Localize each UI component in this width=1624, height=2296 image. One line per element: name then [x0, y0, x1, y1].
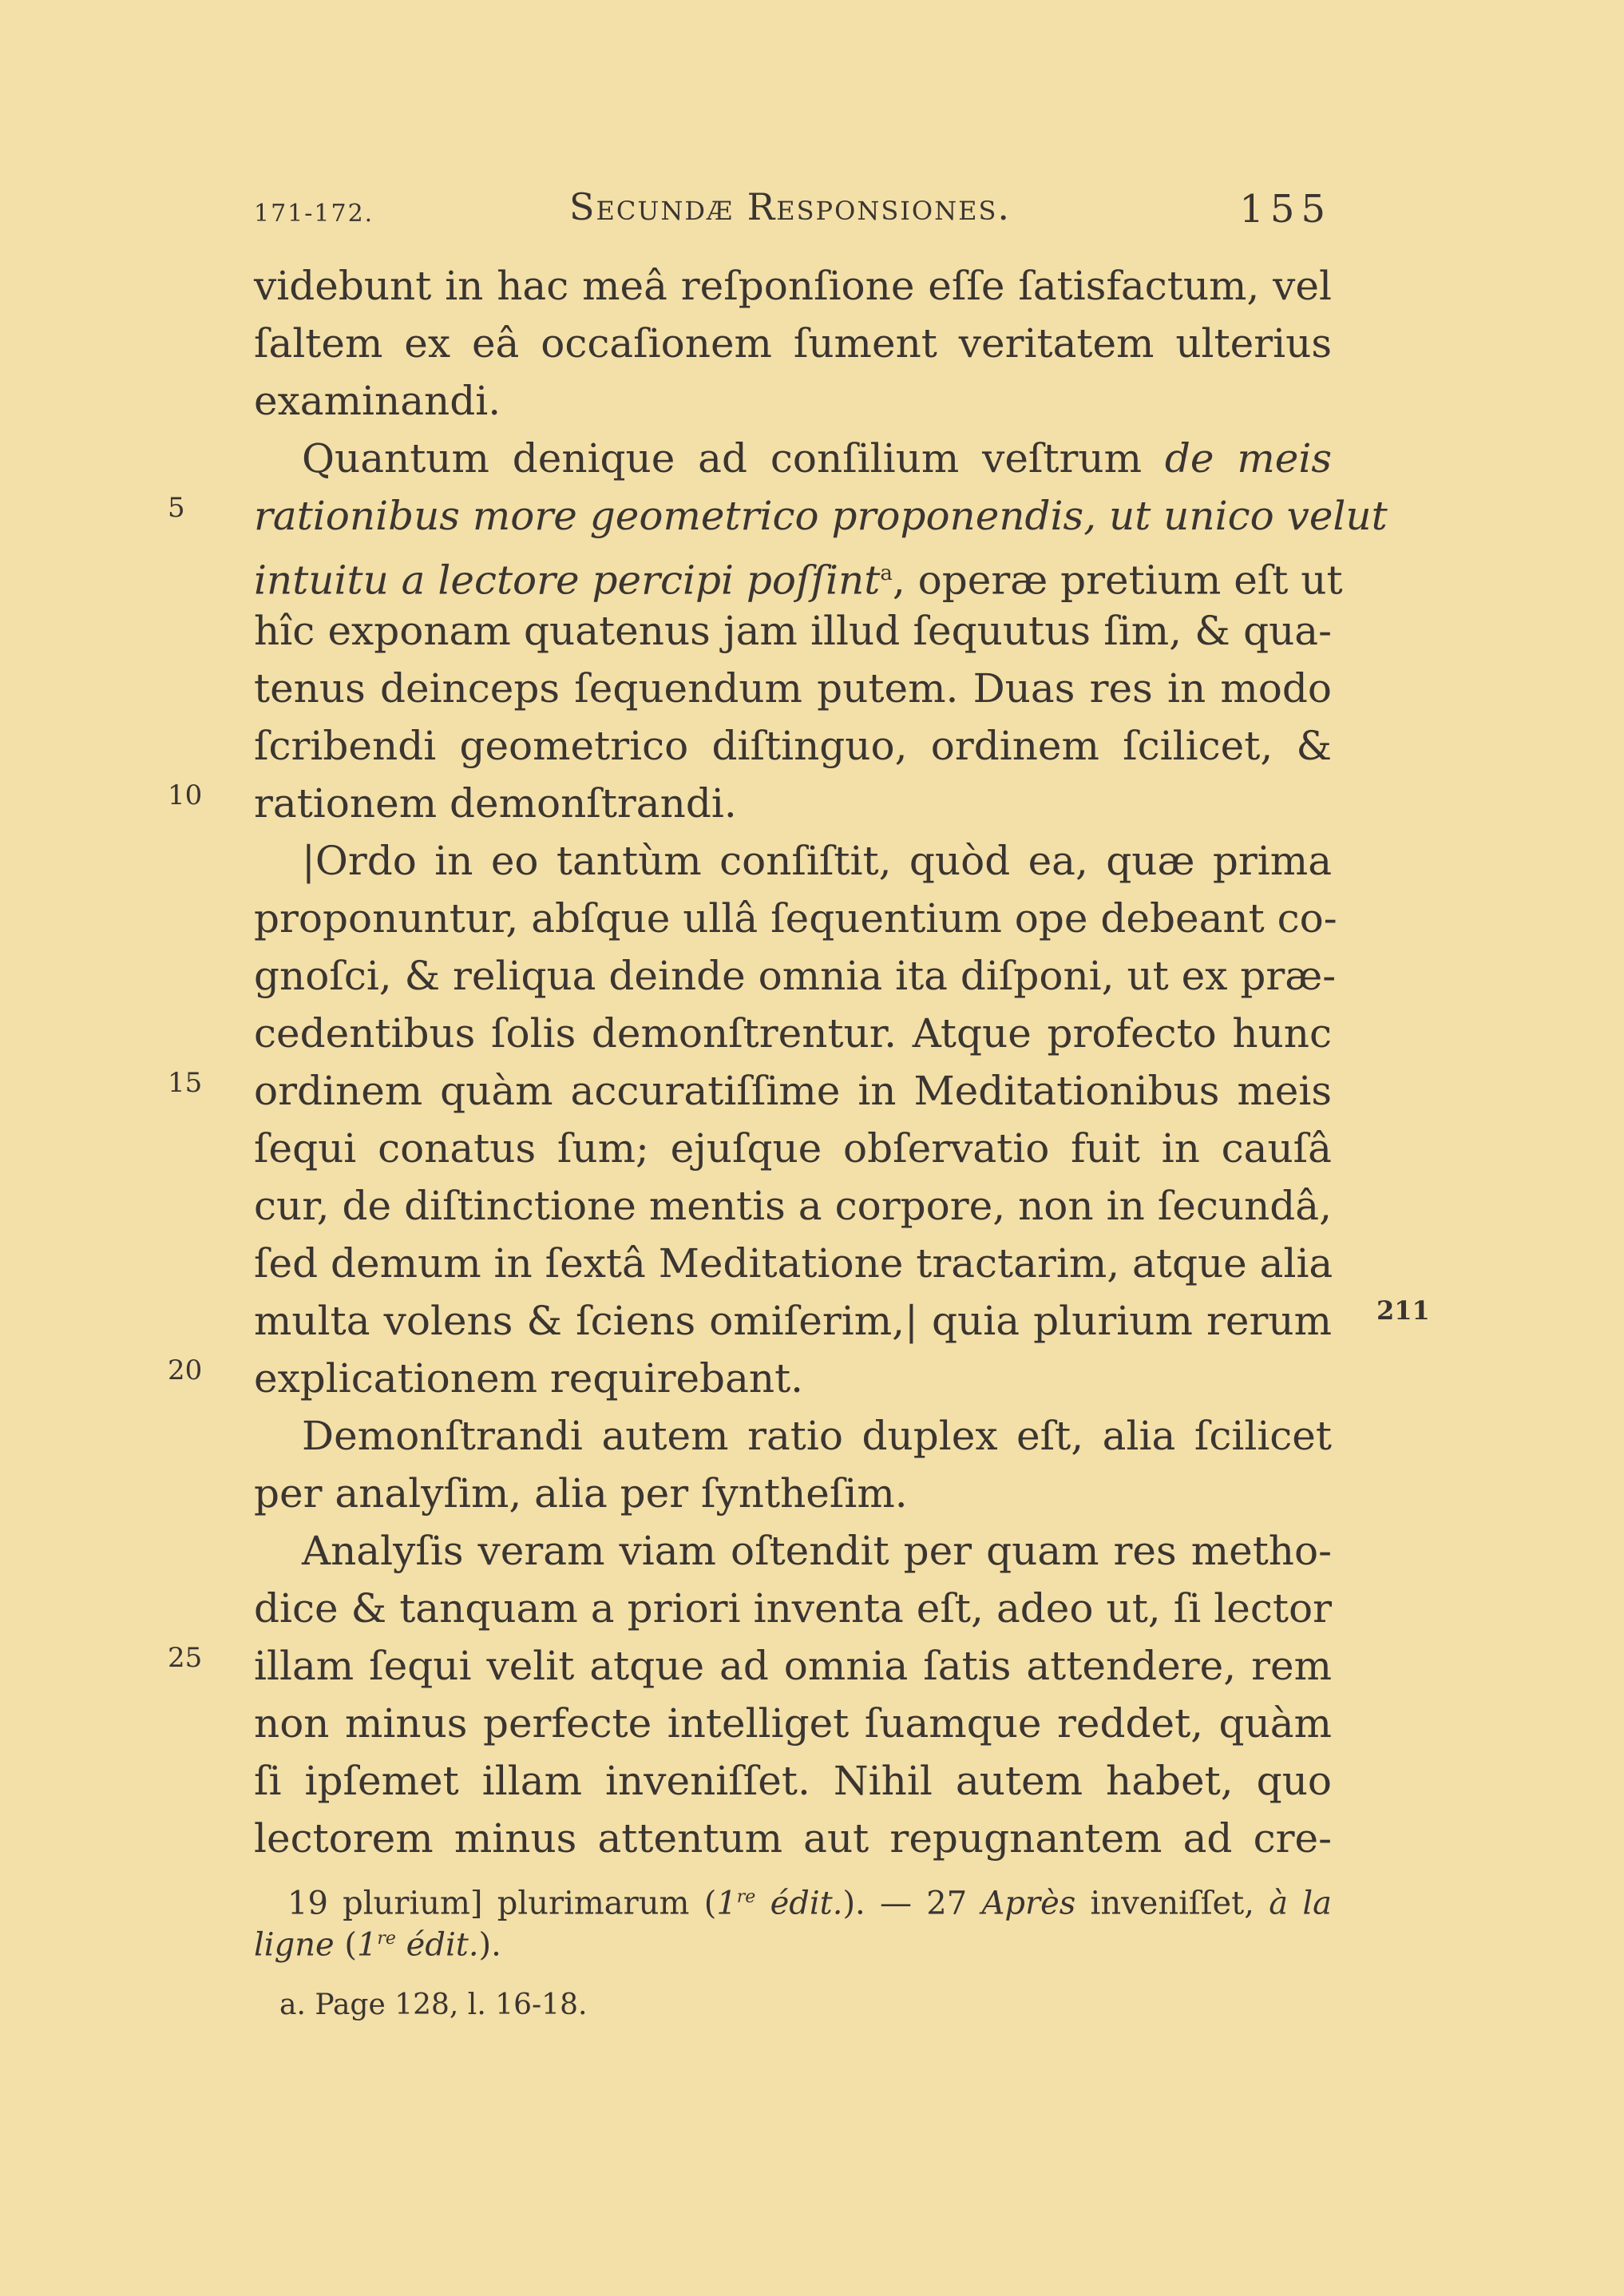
section-range: 171-172. — [254, 200, 374, 228]
text-line: illam ſequi velit atque ad omnia ſatis attendere, rem — [254, 1643, 1332, 1689]
text-line: cur, de diſtinctione mentis a corpore, non in ſecundâ, — [254, 1183, 1332, 1229]
text-line: Quantum denique ad conſilium veſtrum de meis — [302, 435, 1332, 482]
text-line: lectorem minus attentum aut repugnantem ad cre- — [254, 1815, 1332, 1862]
text-line: cedentibus ſolis demonſtrentur. Atque profecto hunc — [254, 1010, 1332, 1057]
line-number-20: 20 — [168, 1354, 203, 1386]
critical-notes — [254, 1877, 1332, 1964]
text-line: Analyſis veram viam oſtendit per quam res metho- — [302, 1528, 1332, 1574]
text-line: ordinem quàm accuratiſſime in Meditationibus meis — [254, 1068, 1332, 1114]
text-line: non minus perfecte intelliget ſuamque reddet, quàm — [254, 1700, 1332, 1747]
footnote: a. Page 128, l. 16-18. — [279, 1989, 588, 2021]
text-line: ſi ipſemet illam inveniſſet. Nihil autem habet, quo — [254, 1758, 1332, 1804]
text-line: videbunt in hac meâ reſponſione eſſe ſatisfactum, vel — [254, 263, 1332, 309]
text-line: rationem demonſtrandi. — [254, 780, 737, 827]
text-line: |Ordo in eo tantùm conſiſtit, quòd ea, quæ prima — [302, 838, 1332, 884]
text-line: intuitu a lectore percipi poſſint$^a$, operæ pretium eſt ut — [254, 557, 1343, 604]
text-line: tenus deinceps ſequendum putem. Duas res in modo — [254, 665, 1332, 712]
text-line: Demonſtrandi autem ratio duplex eſt, alia ſcilicet — [302, 1413, 1332, 1459]
line-number-25: 25 — [168, 1642, 203, 1674]
text-line: dice & tanquam a priori inventa eſt, adeo ut, ſi lector — [254, 1585, 1332, 1632]
text-line: examinandi. — [254, 378, 501, 424]
running-title: Secundæ Responsiones. — [569, 185, 1012, 228]
text-line: gnoſci, & reliqua deinde omnia ita diſponi, ut ex præ- — [254, 953, 1337, 999]
line-number-10: 10 — [168, 779, 203, 811]
running-header — [254, 185, 1332, 233]
page-number: 155 — [1239, 187, 1332, 232]
text-line: ſed demum in ſextâ Meditatione tractarim, atque alia — [254, 1240, 1333, 1287]
note-line: 19 plurium] plurimarum (1re édit.). — 27 Après inveniſſet, à la — [287, 1885, 1332, 1922]
note-line: ligne (1re édit.). — [254, 1926, 501, 1964]
line-number-15: 15 — [168, 1067, 203, 1099]
text-line: hîc exponam quatenus jam illud ſequutus ſim, & qua- — [254, 608, 1332, 654]
margin-page-reference: 211 — [1376, 1295, 1430, 1326]
text-line: ſequi conatus ſum; ejuſque obſervatio fuit in cauſâ — [254, 1125, 1332, 1172]
text-line: explicationem requirebant. — [254, 1355, 804, 1402]
text-line: proponuntur, abſque ullâ ſequentium ope debeant co- — [254, 895, 1337, 942]
text-line: ſcribendi geometrico diſtinguo, ordinem ſcilicet, & — [254, 723, 1332, 769]
main-text — [254, 257, 1388, 1867]
text-line: per analyſim, alia per ſyntheſim. — [254, 1470, 908, 1517]
text-line: rationibus more geometrico proponendis, ut unico velut — [254, 493, 1388, 539]
line-number-5: 5 — [168, 492, 185, 524]
text-line: ſaltem ex eâ occaſionem ſument veritatem ulterius — [254, 320, 1332, 367]
text-line: multa volens & ſciens omiſerim,| quia plurium rerum — [254, 1298, 1332, 1344]
